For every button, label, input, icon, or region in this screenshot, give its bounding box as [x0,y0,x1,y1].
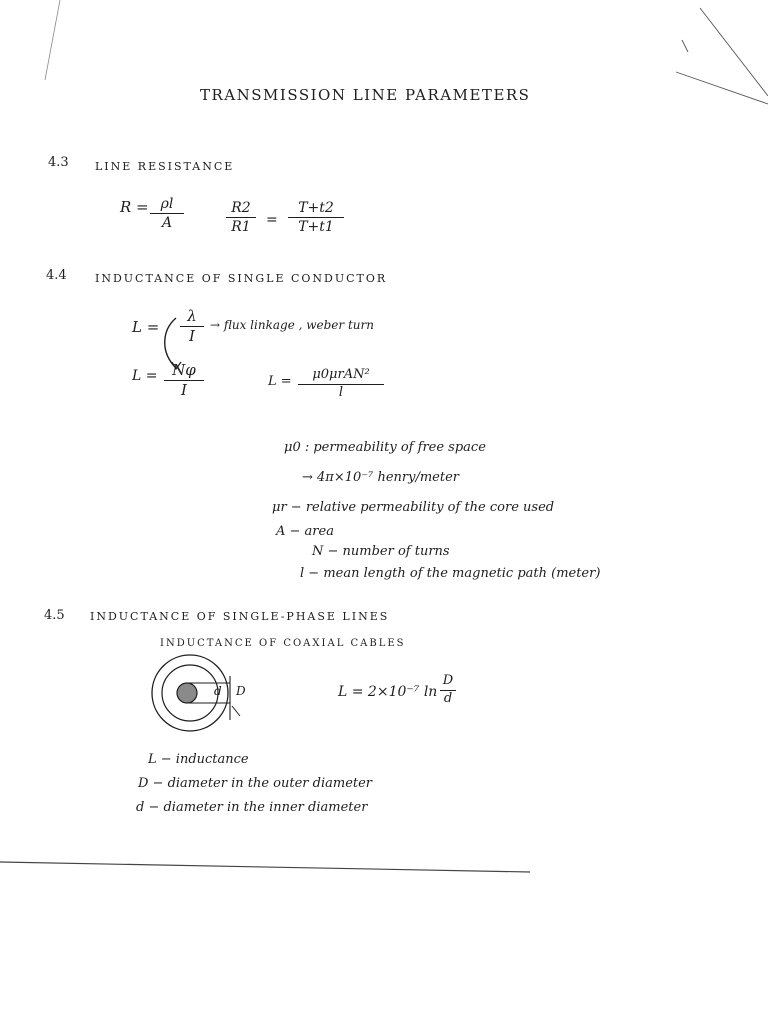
section-number-4-5: 4.5 [44,608,65,623]
fraction-bar [226,217,256,218]
def-length: l − mean length of the magnetic path (meter) [300,566,601,581]
subheading-coaxial-cables: INDUCTANCE OF COAXIAL CABLES [160,638,406,649]
legend-inductance: L − inductance [148,752,249,767]
eq1-lhs: L = [132,318,160,336]
eq-r-numerator: ρl [160,196,174,212]
def-mu0: μ0 : permeability of free space [284,440,486,455]
diagram-label-D: D [236,684,246,698]
diagram-label-d: d [214,684,222,698]
eq2-denominator: I [181,381,187,400]
coax-formula-lhs: L = 2×10⁻⁷ ln [338,684,438,700]
coax-formula-den: d [443,690,453,706]
inner-conductor [177,683,197,703]
coax-formula-fraction [440,674,456,707]
eq-ratio-left-den: R1 [231,219,251,236]
eq3-fraction [298,368,384,401]
eq-r-fraction [150,196,184,231]
eq-ratio-left-num: R2 [231,200,251,216]
eq-ratio-equals: = [266,212,278,228]
legend-outer-diameter: D − diameter in the outer diameter [138,776,373,791]
section-number-4-4: 4.4 [46,268,67,283]
page-title: TRANSMISSION LINE PARAMETERS [200,86,531,104]
eq1-numerator: λ [187,307,197,325]
eq-ratio-right-num: T+t2 [298,200,334,216]
legend-inner-diameter: d − diameter in the inner diameter [136,800,368,815]
eq3-numerator: μ0μrAN² [312,367,370,382]
bottom-edge-line [0,862,530,872]
eq-r-denominator: A [161,215,173,232]
eq3-lhs: L = [268,374,292,389]
fraction-bar [288,217,344,218]
dim-tick [232,706,240,716]
section-number-4-3: 4.3 [48,155,69,170]
corner-crease-line [45,0,60,80]
def-area: A − area [276,524,334,539]
section-heading-line-resistance: LINE RESISTANCE [95,160,235,173]
def-turns: N − number of turns [312,544,450,559]
eq1-fraction [180,308,204,346]
eq-r-lhs: R = [120,198,149,216]
section-heading-inductance-single-conductor: INDUCTANCE OF SINGLE CONDUCTOR [95,272,388,285]
eq1-note: → flux linkage , weber turn [210,318,374,332]
coax-formula-num: D [442,673,454,688]
eq3-denominator: l [338,384,344,400]
eq-ratio-right-den: T+t1 [298,219,334,236]
eq-ratio-left [226,200,256,235]
def-mu0-value: → 4π×10⁻⁷ henry/meter [302,470,460,485]
def-mur: μr − relative permeability of the core used [272,500,555,515]
eq2-numerator: Nφ [172,361,196,379]
corner-fold-marks [676,8,768,104]
eq-ratio-right [288,200,344,235]
fraction-bar [150,213,184,214]
eq2-lhs: L = [132,368,158,384]
eq2-fraction [164,362,204,400]
coaxial-cable-diagram [152,655,240,731]
section-heading-single-phase: INDUCTANCE OF SINGLE-PHASE LINES [90,610,390,623]
eq1-denominator: I [189,327,195,346]
